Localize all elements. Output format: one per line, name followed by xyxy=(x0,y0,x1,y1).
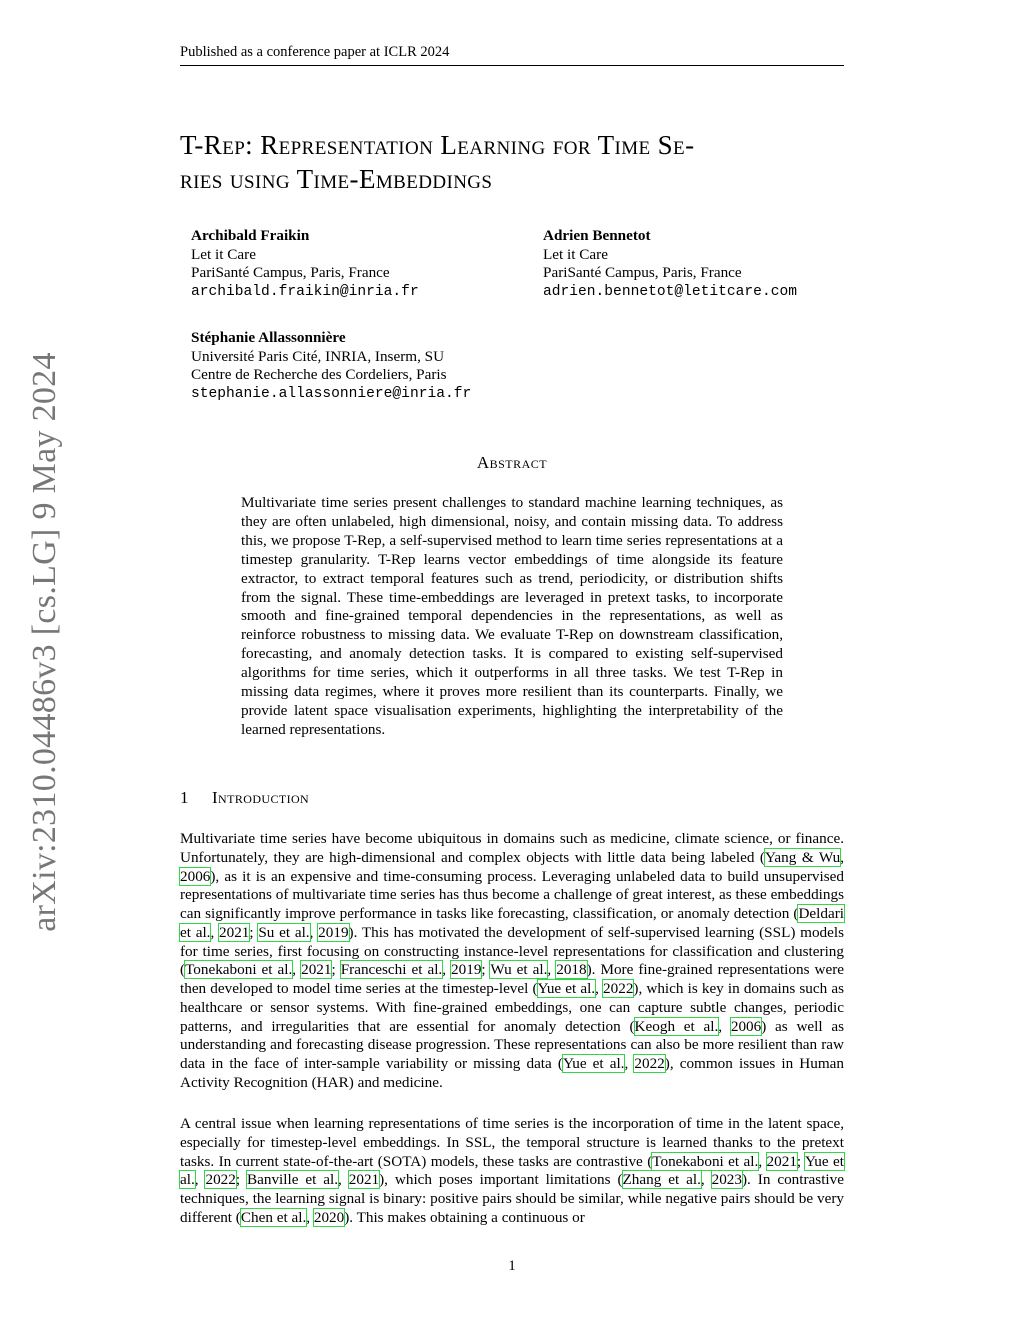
text-run: , xyxy=(210,923,220,941)
author-affiliation: PariSanté Campus, Paris, France xyxy=(191,264,390,281)
text-run: Multivariate time series have become ubiquitous in domains such as medicine, climate science, or finance. Unfortunately, they are high-dimensional and complex objects with little data being labeled ( xyxy=(180,830,844,866)
abstract-body: Multivariate time series present challenges to standard machine learning techniques, as they are often unlabeled, high dimensional, noisy, and contain missing data. To address this, we propose T-Rep, a self-supervised method to learn time series representations at a timestep granularity. T-Rep learns vector embeddings of time alongside its feature extractor, to extract temporal features such as trend, periodicity, or distribution shifts from the signal. These time-embeddings are leveraged in pretext tasks, to incorporate smooth and fine-grained temporal dependencies in the representations, as well as reinforce robustness to missing data. We evaluate T-Rep on downstream classification, forecasting, and anomaly detection tasks. It is compared to existing self-supervised algorithms for time series, which it outperforms in all three tasks. We test T-Rep in missing data regimes, where it proves more resilient than its counterparts. Finally, we provide latent space visualisation experiments, highlighting the interpretability of the learned representations. xyxy=(241,494,783,738)
citation-link[interactable]: 2019 xyxy=(318,923,349,941)
arxiv-identifier: arXiv:2310.04486v3 [cs.LG] 9 May 2024 xyxy=(26,352,63,932)
text-run: ). This has motivated the development of self-supervised learning (SSL) models for time series, first focusing on constructing instance-level representations for classification and clustering ( xyxy=(180,923,845,979)
citation-link[interactable]: Chen et al. xyxy=(240,1208,307,1226)
text-run: ), common issues in Human Activity Recognition (HAR) and medicine. xyxy=(180,1055,844,1091)
header-rule xyxy=(180,65,844,66)
author-name: Archibald Fraikin xyxy=(191,227,310,244)
text-run: ), as it is an expensive and time-consuming process. Leveraging unlabeled data to build unsupervised representations of multivariate time series has thus become a challenge of great interest, as these embeddings can significantly improve performance in tasks like forecasting, classification, or anomaly detection ( xyxy=(180,867,844,922)
citation-link[interactable]: 2023 xyxy=(711,1171,742,1189)
text-run: ). More fine-grained representations were then developed to model time series at the timestep-level ( xyxy=(180,961,845,997)
citation-link[interactable]: Franceschi et al. xyxy=(340,961,443,979)
text-run: , xyxy=(194,1171,206,1189)
author-email[interactable]: archibald.fraikin@inria.fr xyxy=(191,283,419,300)
paper-title xyxy=(180,128,844,196)
text-run: , xyxy=(338,1171,349,1189)
citation-link[interactable]: 2021 xyxy=(766,1152,797,1170)
citation-link[interactable]: Tonekaboni et al. xyxy=(652,1152,759,1170)
citation-link[interactable]: Yang & Wu xyxy=(764,848,841,866)
text-run: ; xyxy=(235,1171,247,1189)
introduction-paragraph-1 xyxy=(180,830,844,1093)
author-name: Adrien Bennetot xyxy=(543,227,651,244)
author-affiliation: PariSanté Campus, Paris, France xyxy=(543,264,742,281)
text-run: , xyxy=(292,961,302,979)
page-number: 1 xyxy=(508,1258,516,1274)
citation-link[interactable]: 2021 xyxy=(301,961,332,979)
text-run: , xyxy=(840,848,845,866)
section-title: Introduction xyxy=(212,788,310,807)
title-line-2: ries using Time-Embeddings xyxy=(180,164,493,194)
text-run: ), which poses important limitations ( xyxy=(379,1171,623,1189)
citation-link[interactable]: Wu et al. xyxy=(490,961,548,979)
author-email[interactable]: stephanie.allassonniere@inria.fr xyxy=(191,385,472,402)
citation-link[interactable]: 2021 xyxy=(219,923,250,941)
abstract-heading: Abstract xyxy=(476,453,548,472)
author-block xyxy=(191,227,419,301)
text-run: , xyxy=(595,980,604,997)
text-run: , xyxy=(442,961,452,979)
citation-link[interactable]: 2006 xyxy=(730,1017,762,1035)
citation-link[interactable]: Yue et al. xyxy=(180,1152,844,1189)
author-name: Stéphanie Allassonnière xyxy=(191,329,346,346)
citation-link[interactable]: Banville et al. xyxy=(247,1171,339,1189)
text-run: ). This makes obtaining a continuous or xyxy=(344,1208,585,1226)
citation-link[interactable]: Zhang et al. xyxy=(622,1171,701,1189)
citation-link[interactable]: 2022 xyxy=(603,980,634,997)
citation-link[interactable]: Keogh et al. xyxy=(634,1017,719,1035)
text-run: ; xyxy=(249,923,259,941)
author-block xyxy=(191,329,471,403)
citation-link[interactable]: 2022 xyxy=(634,1055,665,1072)
text-run: A central issue when learning representations of time series is the incorporation of time in the latent space, especially for timestep-level embeddings. In SSL, the temporal structure is learned thanks to the pretext tasks. In current state-of-the-art (SOTA) models, these tasks are contrastive ( xyxy=(180,1115,844,1170)
citation-link[interactable]: Tonekaboni et al. xyxy=(185,961,293,979)
citation-link[interactable]: 2021 xyxy=(348,1171,380,1189)
text-run: , xyxy=(547,961,557,979)
text-run: ; xyxy=(481,961,491,979)
citation-link[interactable]: 2020 xyxy=(313,1208,345,1226)
author-block xyxy=(543,227,797,301)
text-run: ) as well as understanding and forecasting disease progression. These representations can also be more resilient than raw data in the face of inter-sample variability or missing data ( xyxy=(180,1017,844,1072)
author-affiliation: Université Paris Cité, INRIA, Inserm, SU xyxy=(191,347,445,365)
author-affiliation: Let it Care xyxy=(543,245,608,263)
introduction-paragraph-2 xyxy=(180,1115,844,1228)
section-number: 1 xyxy=(180,788,189,807)
citation-link[interactable]: Deldari et al. xyxy=(180,905,844,941)
text-run: , xyxy=(309,923,319,941)
running-header: Published as a conference paper at ICLR 2024 xyxy=(180,44,450,60)
text-run: , xyxy=(718,1017,731,1035)
text-run: ). In contrastive techniques, the learning signal is binary: positive pairs should be similar, while negative pairs should be very different ( xyxy=(180,1171,844,1226)
author-affiliation: Let it Care xyxy=(191,245,256,263)
text-run: , xyxy=(624,1055,635,1072)
text-run: , xyxy=(306,1208,314,1226)
title-line-1: T-Rep: Representation Learning for Time Se- xyxy=(180,130,695,160)
text-run: ; xyxy=(331,961,341,979)
citation-link[interactable]: 2019 xyxy=(451,961,482,979)
citation-link[interactable]: 2018 xyxy=(556,961,587,979)
author-email[interactable]: adrien.bennetot@letitcare.com xyxy=(543,283,797,300)
author-affiliation: Centre de Recherche des Cordeliers, Paris xyxy=(191,366,447,383)
text-run: , xyxy=(758,1152,767,1170)
citation-link[interactable]: Yue et al. xyxy=(562,1055,625,1072)
text-run: ; xyxy=(796,1152,805,1170)
text-run: , xyxy=(700,1171,712,1189)
citation-link[interactable]: Su et al. xyxy=(258,923,310,941)
citation-link[interactable]: 2022 xyxy=(205,1171,236,1189)
section-heading xyxy=(180,788,309,808)
citation-link[interactable]: 2006 xyxy=(180,867,211,885)
citation-link[interactable]: Yue et al. xyxy=(537,980,596,997)
text-run: ), which is key in domains such as healthcare or sensor systems. With fine-grained embeddings, one can capture subtle changes, periodic patterns, and irregularities that are essential for anomaly detection ( xyxy=(180,980,844,1035)
